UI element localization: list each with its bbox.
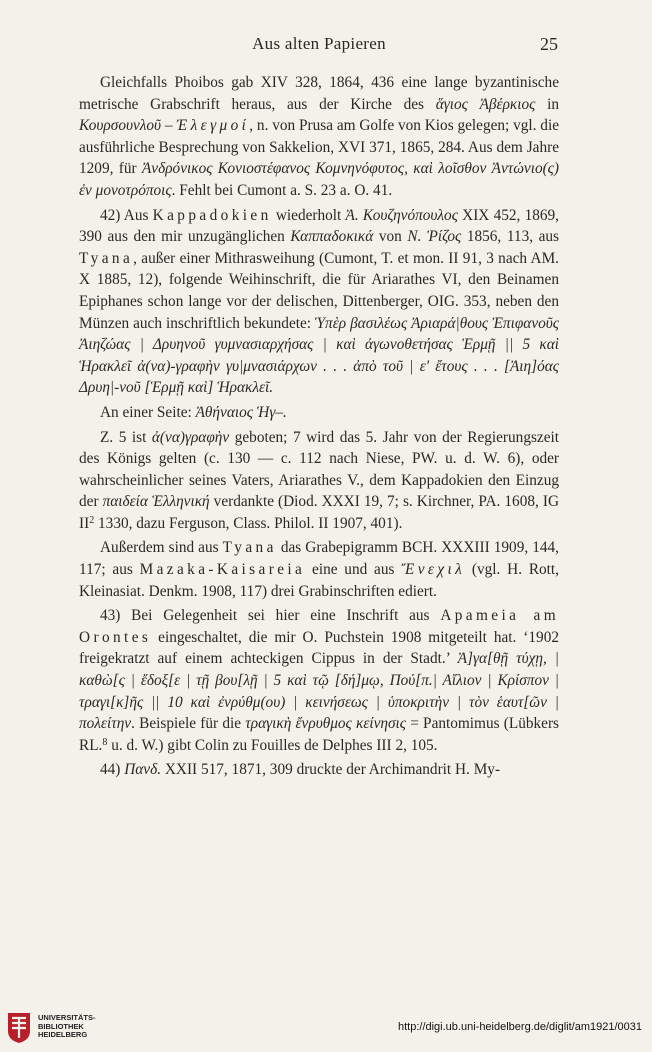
spaced-name: Apameia am Orontes (79, 607, 560, 646)
university-library-logo-icon (6, 1012, 32, 1044)
text-run: Außerdem sind aus (100, 539, 223, 557)
page-header (80, 34, 558, 56)
greek-text: Ἀ. Κουζηνόπουλος (345, 206, 458, 224)
paragraph (79, 537, 559, 602)
text-run: 1330, dazu Ferguson, Class. Philol. II 1907, 401). (94, 514, 403, 532)
text-run: eingeschaltet, die mir O. Puchstein 1908 mitgeteilt hat. ‘1902 freigekratzt auf einem achteckigen Cippus in der Stadt.’ (79, 628, 559, 668)
paragraph (79, 72, 559, 202)
greek-text: ἅγιος Ἀβέρκιος (435, 95, 536, 113)
paragraph (79, 759, 559, 781)
text-run: eine und aus (305, 561, 402, 579)
superscript: 8 (102, 736, 108, 748)
text-run: , n. von Prusa am Golfe von Kios gelegen; vgl. die ausführliche Besprechung von Sakkelion, XVI 371, 1865, 284. Aus dem Jahre 1209, für (79, 117, 559, 178)
text-run: wiederholt (271, 206, 346, 224)
library-line: HEIDELBERG (38, 1030, 88, 1040)
greek-text: Ἀθήναιος Ἡγ–. (195, 403, 287, 421)
greek-text: Ὑπὲρ βασιλέως Ἀριαρά|θους Ἐπιφανοῦς Ἀιηζώας | Δρυηνοῦ γυμνασιαρχήσας | καὶ ἀγωνοθετήσας Ἑρμῇ || 5 καὶ Ἡρακλεῖ ἀ(να)-γραφὴν γυ|μνασιάρχων . . . ἀπὸ τοῦ | ε' ἔτους . . . [Ἀιη]όας Δρυη|-νοῦ [Ἑρμῇ καὶ] Ἡρακλεῖ. (79, 314, 560, 397)
greek-text: παιδεία Ἑλληνική (102, 493, 210, 511)
text-run: Gleichfalls Phoibos gab XIV 328, 1864, 436 eine lange byzantinische metrische Grabschrift heraus, aus der Kirche des (79, 74, 559, 113)
text-run: (vgl. H. Rott, Kleinasiat. Denkm. 1908, 117) drei Grabinschriften ediert. (79, 561, 559, 600)
library-line: UNIVERSITÄTS- (38, 1013, 96, 1022)
library-line: BIBLIOTHEK (38, 1021, 84, 1031)
spaced-name: Tyana (79, 249, 134, 267)
text-run: geboten; 7 wird das 5. Jahr von der Regierungszeit des Königs gelten (c. 130 — c. 112 nach Niese, PW. u. d. W. 6), oder wahrscheinlicher seines Vaters, Ariarathes V., dem Kappadokien den Einzug der (79, 428, 559, 511)
greek-text: Ἔνεχιλ (401, 561, 466, 579)
text-run: . Beispiele für die (131, 715, 246, 733)
source-url[interactable]: http://digi.ub.uni-heidelberg.de/diglit/am1921/0031 (397, 1021, 642, 1033)
text-run: verdankte (Diod. XXXI 19, 7; s. Kirchner, PA. 1608, IG II (79, 493, 559, 532)
text-run: 1856, 113, aus (461, 228, 560, 246)
text-run: Z. 5 ist (100, 428, 152, 446)
greek-text: Ἀνδρόνικος Κονιοστέφανος Κομνηνόφυτος, καὶ λοῖσθον Ἀντώνιο(ς) ἐν μονοτρόποις (79, 160, 559, 199)
text-run: – (161, 117, 177, 135)
text-run: = Pantomimus (Lübkers RL. (79, 715, 559, 754)
library-name (38, 1014, 96, 1040)
greek-text: Ν. Ῥίζος (407, 228, 462, 246)
footer (0, 1000, 652, 1052)
text-run: von (373, 228, 408, 246)
text-run: An einer Seite: (100, 403, 196, 421)
greek-text: Κουρσουνλοῦ (79, 117, 162, 135)
text-run: u. d. W.) gibt Colin zu Fouilles de Delphes III 2, 105. (107, 736, 438, 754)
greek-text: Καππαδοκικά (290, 228, 374, 246)
running-title: Aus alten Papieren (252, 34, 386, 53)
spaced-name: Kappadokien (152, 206, 272, 224)
greek-text: τραγικὴ ἔνρυθμος κείνησις (245, 715, 406, 733)
paragraph (79, 605, 559, 756)
page-number: 25 (540, 34, 558, 54)
paragraph (79, 427, 559, 535)
text-run: 44) (100, 761, 125, 779)
spaced-name: Tyana (222, 539, 277, 557)
greek-text: Ἐλεγμοί (176, 117, 250, 135)
text-run: 43) Bei Gelegenheit sei hier eine Inschrift aus (100, 607, 441, 625)
greek-text: Ἀ]γα[θῇ τύχῃ, | καθὼ[ς | ἔδοξ[ε | τῇ βου[λῇ | 5 καὶ τῷ [δή]μῳ, Πού[π.| Αἴλιον | Κρίσπον | τραγι[κ]ῆς || 10 καὶ ἐνρύθμ(ου) | κεινήσεως | ὑποκριτὴν | τὸν ἑαυτ[ῶν | πολείτην (79, 650, 559, 733)
superscript: 2 (89, 514, 95, 526)
text-run: das Grabepigramm BCH. XXXIII 1909, 144, 117; aus (79, 539, 559, 579)
text-run: XXII 517, 1871, 309 druckte der Archimandrit H. My- (161, 761, 501, 779)
main-text (79, 72, 559, 781)
text-run: . Fehlt bei Cumont a. S. 23 a. O. 41. (171, 181, 393, 199)
text-run: in (535, 95, 559, 113)
greek-text: Πανδ. (124, 761, 162, 779)
spaced-name: Mazaka-Kaisareia (139, 561, 306, 579)
text-run: , außer einer Mithrasweihung (Cumont, T. et mon. II 91, 3 nach AM. X 1885, 12), folgende Weihinschrift, die für Ariarathes VI, den Beinamen Epiphanes schon lange vor der delischen, Dittenberger, OIG. 353, neben den Münzen auch inschriftlich bekundete: (79, 249, 559, 332)
text-run: 42) Aus (100, 206, 153, 224)
greek-text: ἀ(να)γραφὴν (151, 428, 230, 446)
text-run: XIX 452, 1869, 390 aus den mir unzugänglichen (79, 206, 559, 246)
paragraph (79, 205, 559, 399)
paragraph (79, 402, 559, 424)
